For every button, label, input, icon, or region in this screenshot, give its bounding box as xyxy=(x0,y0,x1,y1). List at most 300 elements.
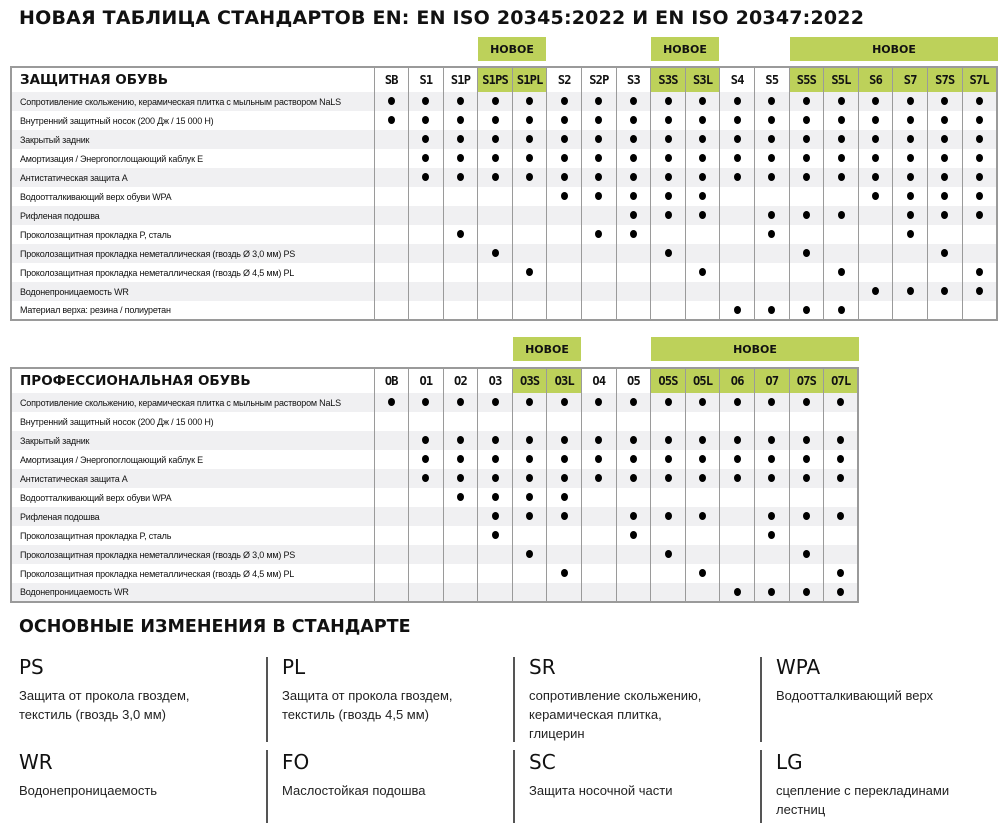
cell-s5 xyxy=(755,168,790,187)
bullet-icon xyxy=(734,116,741,124)
legend-desc: сопротивление скольжению, керамическая плитка, глицерин xyxy=(529,688,702,741)
row-label: Водонепроницаемость WR xyxy=(11,282,374,301)
bullet-icon xyxy=(561,192,568,200)
cell-s2 xyxy=(547,206,582,225)
cell-s1p xyxy=(443,111,478,130)
cell-o2 xyxy=(443,526,478,545)
cell-o4 xyxy=(582,564,617,583)
bullet-icon xyxy=(976,287,983,295)
cell-s6 xyxy=(858,206,893,225)
cell-sb xyxy=(374,111,409,130)
cell-o3l xyxy=(547,469,582,488)
cell-s1p xyxy=(443,301,478,320)
legend-desc: Водонепроницаемость xyxy=(19,783,158,798)
cell-o3s xyxy=(512,583,547,602)
cell-s1pl xyxy=(512,225,547,244)
bullet-icon xyxy=(526,398,533,406)
cell-s1ps xyxy=(478,130,513,149)
cell-o5l xyxy=(685,564,720,583)
cell-s5 xyxy=(755,111,790,130)
bullet-icon xyxy=(595,154,602,162)
bullet-icon xyxy=(665,436,672,444)
cell-s7s xyxy=(928,187,963,206)
bullet-icon xyxy=(907,287,914,295)
cell-s1p xyxy=(443,149,478,168)
bullet-icon xyxy=(907,116,914,124)
cell-s7 xyxy=(893,130,928,149)
legend-desc: Защита от прокола гвоздем, текстиль (гвоздь 4,5 мм) xyxy=(282,688,453,722)
cell-s2p xyxy=(582,130,617,149)
bullet-icon xyxy=(492,512,499,520)
bullet-icon xyxy=(492,135,499,143)
table-row xyxy=(11,488,858,507)
header-row xyxy=(11,368,858,393)
cell-s4 xyxy=(720,149,755,168)
bullet-icon xyxy=(941,97,948,105)
row-label: Водоотталкивающий верх обуви WPA xyxy=(11,488,374,507)
bullet-icon xyxy=(699,211,706,219)
safety-table-grid xyxy=(10,66,998,321)
cell-s7s xyxy=(928,244,963,263)
cell-o3l xyxy=(547,507,582,526)
cell-o7s xyxy=(789,564,824,583)
cell-o3l xyxy=(547,412,582,431)
bullet-icon xyxy=(422,474,429,482)
cell-o2 xyxy=(443,431,478,450)
cell-o3l xyxy=(547,545,582,564)
cell-o4 xyxy=(582,545,617,564)
cell-o5s xyxy=(651,412,686,431)
bullet-icon xyxy=(492,97,499,105)
bullet-icon xyxy=(872,116,879,124)
cell-o7 xyxy=(755,412,790,431)
cell-o4 xyxy=(582,450,617,469)
bullet-icon xyxy=(630,135,637,143)
cell-ob xyxy=(374,583,409,602)
bullet-icon xyxy=(630,154,637,162)
bullet-icon xyxy=(768,230,775,238)
bullet-icon xyxy=(941,173,948,181)
cell-o5l xyxy=(685,507,720,526)
cell-s5s xyxy=(789,92,824,111)
cell-s7 xyxy=(893,187,928,206)
cell-s4 xyxy=(720,130,755,149)
cell-s5 xyxy=(755,206,790,225)
cell-s7s xyxy=(928,130,963,149)
bullet-icon xyxy=(526,173,533,181)
column-header-s2: S2 xyxy=(547,67,582,92)
cell-s1 xyxy=(409,282,444,301)
cell-o3s xyxy=(512,526,547,545)
bullet-icon xyxy=(665,512,672,520)
cell-s3l xyxy=(685,168,720,187)
cell-s1ps xyxy=(478,282,513,301)
cell-s6 xyxy=(858,130,893,149)
cell-sb xyxy=(374,244,409,263)
bullet-icon xyxy=(492,436,499,444)
cell-s3s xyxy=(651,263,686,282)
cell-s5l xyxy=(824,282,859,301)
cell-s1p xyxy=(443,130,478,149)
cell-o6 xyxy=(720,469,755,488)
table-row xyxy=(11,469,858,488)
cell-s1p xyxy=(443,225,478,244)
cell-o5 xyxy=(616,526,651,545)
bullet-icon xyxy=(630,512,637,520)
cell-s5l xyxy=(824,149,859,168)
bullet-icon xyxy=(630,192,637,200)
table-row xyxy=(11,187,997,206)
bullet-icon xyxy=(699,154,706,162)
column-header-o5s: O5S xyxy=(651,368,686,393)
bullet-icon xyxy=(526,550,533,558)
cell-s7s xyxy=(928,92,963,111)
cell-s2 xyxy=(547,149,582,168)
column-header-s5: S5 xyxy=(755,67,790,92)
bullet-icon xyxy=(630,455,637,463)
table-row xyxy=(11,564,858,583)
cell-o3 xyxy=(478,488,513,507)
row-label: Проколозащитная прокладка неметаллическая (гвоздь Ø 3,0 мм) PS xyxy=(11,244,374,263)
cell-s5l xyxy=(824,187,859,206)
cell-s5 xyxy=(755,92,790,111)
column-header-s3s: S3S xyxy=(651,67,686,92)
table-row xyxy=(11,393,858,412)
cell-s3s xyxy=(651,187,686,206)
bullet-icon xyxy=(838,173,845,181)
cell-s7l xyxy=(962,130,997,149)
bullet-icon xyxy=(768,173,775,181)
cell-s3l xyxy=(685,282,720,301)
cell-o5s xyxy=(651,564,686,583)
bullet-icon xyxy=(492,531,499,539)
column-header-s5s: S5S xyxy=(789,67,824,92)
cell-s4 xyxy=(720,111,755,130)
cell-sb xyxy=(374,92,409,111)
bullet-icon xyxy=(665,135,672,143)
bullet-icon xyxy=(492,154,499,162)
bullet-icon xyxy=(803,173,810,181)
cell-ob xyxy=(374,412,409,431)
cell-s1ps xyxy=(478,225,513,244)
row-label: Амортизация / Энергопоглощающий каблук E xyxy=(11,450,374,469)
bullet-icon xyxy=(941,154,948,162)
bullet-icon xyxy=(422,135,429,143)
bullet-icon xyxy=(422,154,429,162)
cell-s3 xyxy=(616,168,651,187)
cell-o4 xyxy=(582,583,617,602)
bullet-icon xyxy=(941,135,948,143)
bullet-icon xyxy=(595,474,602,482)
cell-o7s xyxy=(789,545,824,564)
cell-s1pl xyxy=(512,92,547,111)
cell-s2p xyxy=(582,206,617,225)
bullet-icon xyxy=(976,192,983,200)
row-label: Рифленая подошва xyxy=(11,507,374,526)
bullet-icon xyxy=(803,588,810,596)
cell-o3l xyxy=(547,431,582,450)
cell-s3s xyxy=(651,168,686,187)
cell-s3l xyxy=(685,301,720,320)
cell-o1 xyxy=(409,507,444,526)
cell-o5l xyxy=(685,545,720,564)
column-header-o4: O4 xyxy=(582,368,617,393)
bullet-icon xyxy=(768,116,775,124)
bullet-icon xyxy=(457,173,464,181)
cell-s3 xyxy=(616,149,651,168)
cell-s1 xyxy=(409,92,444,111)
cell-s3l xyxy=(685,111,720,130)
legend-item-pl xyxy=(282,655,512,724)
cell-s3 xyxy=(616,206,651,225)
occupational-table-grid xyxy=(10,367,859,603)
bullet-icon xyxy=(803,154,810,162)
cell-o3 xyxy=(478,450,513,469)
cell-s7l xyxy=(962,111,997,130)
cell-sb xyxy=(374,149,409,168)
column-header-s2p: S2P xyxy=(582,67,617,92)
cell-s1pl xyxy=(512,263,547,282)
bullet-icon xyxy=(595,230,602,238)
cell-s1ps xyxy=(478,149,513,168)
divider xyxy=(266,657,268,742)
cell-o7 xyxy=(755,450,790,469)
divider xyxy=(266,750,268,823)
column-header-s4: S4 xyxy=(720,67,755,92)
bullet-icon xyxy=(907,230,914,238)
bullet-icon xyxy=(630,173,637,181)
cell-s7l xyxy=(962,282,997,301)
cell-ob xyxy=(374,450,409,469)
legend-item-wpa xyxy=(776,655,1006,705)
cell-o5 xyxy=(616,507,651,526)
bullet-icon xyxy=(388,116,395,124)
bullet-icon xyxy=(630,211,637,219)
bullet-icon xyxy=(768,398,775,406)
cell-s3 xyxy=(616,263,651,282)
cell-s1p xyxy=(443,92,478,111)
cell-o6 xyxy=(720,412,755,431)
cell-s7s xyxy=(928,225,963,244)
bullet-icon xyxy=(768,135,775,143)
cell-o3 xyxy=(478,507,513,526)
cell-s7 xyxy=(893,263,928,282)
cell-s4 xyxy=(720,206,755,225)
divider xyxy=(760,657,762,742)
cell-o1 xyxy=(409,450,444,469)
cell-s5s xyxy=(789,149,824,168)
column-header-s3: S3 xyxy=(616,67,651,92)
cell-s3l xyxy=(685,263,720,282)
row-label: Закрытый задник xyxy=(11,130,374,149)
cell-s7 xyxy=(893,168,928,187)
cell-s7 xyxy=(893,92,928,111)
column-header-o5: O5 xyxy=(616,368,651,393)
cell-s5 xyxy=(755,225,790,244)
cell-s2p xyxy=(582,111,617,130)
cell-s1 xyxy=(409,225,444,244)
cell-sb xyxy=(374,187,409,206)
cell-s7 xyxy=(893,225,928,244)
cell-s3 xyxy=(616,130,651,149)
bullet-icon xyxy=(630,116,637,124)
bullet-icon xyxy=(768,588,775,596)
bullet-icon xyxy=(595,436,602,444)
bullet-icon xyxy=(768,436,775,444)
cell-o7s xyxy=(789,431,824,450)
bullet-icon xyxy=(457,154,464,162)
bullet-icon xyxy=(526,436,533,444)
bullet-icon xyxy=(595,173,602,181)
bullet-icon xyxy=(492,398,499,406)
cell-s1ps xyxy=(478,111,513,130)
cell-o1 xyxy=(409,583,444,602)
cell-s5l xyxy=(824,130,859,149)
cell-sb xyxy=(374,301,409,320)
bullet-icon xyxy=(665,398,672,406)
cell-s3l xyxy=(685,244,720,263)
cell-o5l xyxy=(685,393,720,412)
cell-s4 xyxy=(720,187,755,206)
cell-s2 xyxy=(547,168,582,187)
cell-s2 xyxy=(547,92,582,111)
cell-o5s xyxy=(651,545,686,564)
cell-o5 xyxy=(616,450,651,469)
bullet-icon xyxy=(595,192,602,200)
bullet-icon xyxy=(630,398,637,406)
cell-o6 xyxy=(720,526,755,545)
bullet-icon xyxy=(526,154,533,162)
divider xyxy=(760,750,762,823)
row-label: Закрытый задник xyxy=(11,431,374,450)
bullet-icon xyxy=(665,249,672,257)
cell-s3 xyxy=(616,301,651,320)
cell-ob xyxy=(374,488,409,507)
column-header-o7l: O7L xyxy=(824,368,859,393)
cell-s7 xyxy=(893,149,928,168)
bullet-icon xyxy=(907,192,914,200)
cell-o7l xyxy=(824,583,859,602)
bullet-icon xyxy=(561,398,568,406)
bullet-icon xyxy=(941,192,948,200)
bullet-icon xyxy=(768,211,775,219)
column-header-sb: SB xyxy=(374,67,409,92)
cell-s1pl xyxy=(512,111,547,130)
row-label: Рифленая подошва xyxy=(11,206,374,225)
bullet-icon xyxy=(734,135,741,143)
cell-o3s xyxy=(512,450,547,469)
cell-s5l xyxy=(824,168,859,187)
cell-s1pl xyxy=(512,301,547,320)
bullet-icon xyxy=(907,97,914,105)
cell-o7 xyxy=(755,431,790,450)
cell-s7l xyxy=(962,149,997,168)
cell-s1pl xyxy=(512,187,547,206)
bullet-icon xyxy=(492,493,499,501)
bullet-icon xyxy=(976,135,983,143)
bullet-icon xyxy=(838,211,845,219)
bullet-icon xyxy=(388,398,395,406)
cell-s5 xyxy=(755,282,790,301)
cell-s2p xyxy=(582,263,617,282)
new-badge-o5-o7: НОВОЕ xyxy=(651,337,859,361)
cell-s1p xyxy=(443,282,478,301)
cell-s2 xyxy=(547,187,582,206)
cell-o1 xyxy=(409,393,444,412)
cell-o5l xyxy=(685,526,720,545)
cell-o7s xyxy=(789,526,824,545)
bullet-icon xyxy=(699,135,706,143)
bullet-icon xyxy=(665,192,672,200)
row-label: Водонепроницаемость WR xyxy=(11,583,374,602)
cell-o1 xyxy=(409,526,444,545)
bullet-icon xyxy=(803,474,810,482)
cell-s2p xyxy=(582,187,617,206)
bullet-icon xyxy=(526,135,533,143)
bullet-icon xyxy=(699,173,706,181)
cell-s7l xyxy=(962,301,997,320)
table-row xyxy=(11,507,858,526)
cell-s7l xyxy=(962,206,997,225)
cell-s6 xyxy=(858,168,893,187)
bullet-icon xyxy=(803,436,810,444)
changes-heading: ОСНОВНЫЕ ИЗМЕНЕНИЯ В СТАНДАРТЕ xyxy=(19,617,411,637)
bullet-icon xyxy=(976,173,983,181)
bullet-icon xyxy=(699,268,706,276)
bullet-icon xyxy=(457,398,464,406)
row-label: Амортизация / Энергопоглощающий каблук E xyxy=(11,149,374,168)
cell-s1 xyxy=(409,130,444,149)
bullet-icon xyxy=(941,211,948,219)
cell-o7 xyxy=(755,526,790,545)
bullet-icon xyxy=(561,154,568,162)
table-row xyxy=(11,111,997,130)
bullet-icon xyxy=(803,97,810,105)
cell-s5s xyxy=(789,225,824,244)
cell-s2 xyxy=(547,301,582,320)
cell-o5s xyxy=(651,526,686,545)
table-row xyxy=(11,263,997,282)
cell-s3s xyxy=(651,92,686,111)
bullet-icon xyxy=(699,192,706,200)
legend-desc: Маслостойкая подошва xyxy=(282,783,426,798)
row-label: Антистатическая защита A xyxy=(11,168,374,187)
cell-s1p xyxy=(443,187,478,206)
cell-o6 xyxy=(720,583,755,602)
cell-o7 xyxy=(755,583,790,602)
cell-s1pl xyxy=(512,168,547,187)
bullet-icon xyxy=(665,97,672,105)
bullet-icon xyxy=(595,116,602,124)
cell-ob xyxy=(374,431,409,450)
cell-s1ps xyxy=(478,92,513,111)
column-header-ob: OB xyxy=(374,368,409,393)
bullet-icon xyxy=(768,97,775,105)
row-label: Внутренний защитный носок (200 Дж / 15 000 Н) xyxy=(11,111,374,130)
cell-o4 xyxy=(582,507,617,526)
legend-code: WR xyxy=(19,750,53,774)
bullet-icon xyxy=(492,173,499,181)
cell-o5s xyxy=(651,469,686,488)
bullet-icon xyxy=(561,173,568,181)
bullet-icon xyxy=(561,97,568,105)
bullet-icon xyxy=(976,97,983,105)
cell-o4 xyxy=(582,393,617,412)
bullet-icon xyxy=(872,287,879,295)
cell-ob xyxy=(374,393,409,412)
header-row xyxy=(11,67,997,92)
cell-s6 xyxy=(858,282,893,301)
